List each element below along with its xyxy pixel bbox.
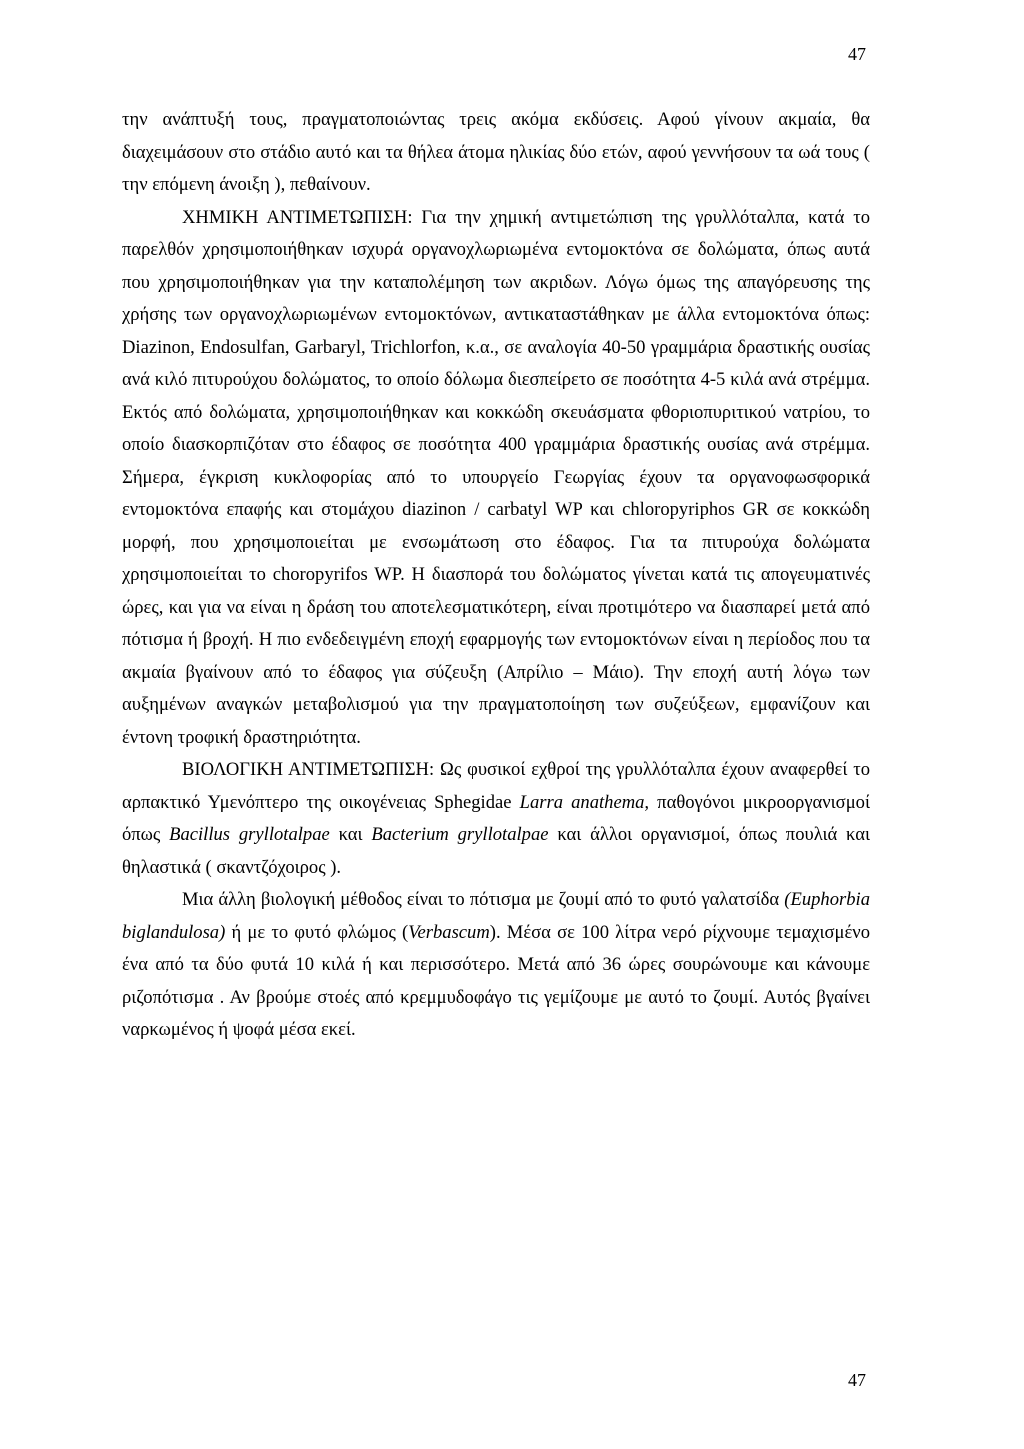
page-number-top: 47 [848, 44, 866, 64]
paragraph-lifecycle: την ανάπτυξή τους, πραγματοποιώντας τρεις ακόμα εκδύσεις. Αφού γίνουν ακμαία, θα διαχειμάσουν στο στάδιο αυτό και τα θήλεα άτομα ηλικίας δύο ετών, αφού γεννήσουν τα ωά τους ( την επόμενη άνοιξη ), πεθαίνουν. [122, 109, 870, 195]
text-segment: παθογόνοι μικροοργανισμοί όπως [122, 791, 870, 845]
species-name: (Euphorbia biglandulosa) [122, 889, 870, 943]
species-name: Bacterium gryllotalpae [371, 824, 549, 845]
text-segment: και [329, 824, 372, 845]
text-segment: ΒΙΟΛΟΓΙΚΗ ΑΝΤΙΜΕΤΩΠΙΣΗ: Ως φυσικοί εχθροί της γρυλλόταλπα έχουν αναφερθεί το αρπακτικό Υμενόπτερο της οικογένειας Sphegidae [122, 759, 870, 813]
text-segment: ). Μέσα σε 100 λίτρα νερό ρίχνουμε τεμαχισμένο ένα από τα δύο φυτά 10 κιλά ή και περισσότερο. Μετά από 36 ώρες σουρώνουμε και κάνουμε ριζοπότισμα . Αν βρούμε στοές από κρεμμυδοφάγο τις γεμίζουμε με αυτό το ζουμί. Αυτός βγαίνει ναρκωμένος ή ψοφά μέσα εκεί. [122, 921, 870, 1040]
paragraph-biological-control [122, 754, 870, 884]
species-name: Larra anathema, [519, 791, 650, 813]
species-name: Bacillus gryllotalpae [169, 824, 330, 845]
paragraph-plant-method [122, 884, 870, 1047]
paragraph-chemical-control: ΧΗΜΙΚΗ ΑΝΤΙΜΕΤΩΠΙΣΗ: Για την χημική αντιμετώπιση της γρυλλόταλπα, κατά το παρελθόν χρησιμοποιήθηκαν ισχυρά οργανοχλωριωμένα εντομοκτόνα σε δολώματα, όπως αυτά που χρησιμοποιήθηκαν για την καταπολέμηση των ακριδων. Λόγω όμως της απαγόρευσης της χρήσης των οργανοχλωριωμένων εντομοκτόνων, αντικαταστάθηκαν με άλλα εντομοκτόνα όπως: Diazinon, Endosulfan, Garbaryl, Trichlorfon, κ.α., σε αναλογία 40-50 γραμμάρια δραστικής ουσίας ανά κιλό πιτυρούχου δολώματος, το οποίο δόλωμα διεσπείρετο σε ποσότητα 4-5 κιλά ανά στρέμμα. Εκτός από δολώματα, χρησιμοποιήθηκαν και κοκκώδη σκευάσματα φθοριοπυριτικού νατρίου, το οποίο διασκορπιζόταν στο έδαφος σε ποσότητα 400 γραμμάρια δραστικής ουσίας ανά στρέμμα. Σήμερα, έγκριση κυκλοφορίας από το υπουργείο Γεωργίας έχουν τα οργανοφωσφορικά εντομοκτόνα επαφής και στομάχου diazinon / carbatyl WP και chloropyriphos GR σε κοκκώδη μορφή, που χρησιμοποιείται με ενσωμάτωση στο έδαφος. Για τα πιτυρούχα δολώματα χρησιμοποιείται το choropyrifos WP. Η διασπορά του δολώματος γίνεται κατά τις απογευματινές ώρες, και για να είναι η δράση του αποτελεσματικότερη, είναι προτιμότερο να διασπαρεί μετά από πότισμα ή βροχή. Η πιο ενδεδειγμένη εποχή εφαρμογής των εντομοκτόνων είναι η περίοδος που τα ακμαία βγαίνουν από το έδαφος για σύζευξη (Απρίλιο – Μάιο). Την εποχή αυτή λόγω των αυξημένων αναγκών μεταβολισμού για την πραγματοποίηση των συζεύξεων, εμφανίζουν και έντονη τροφική δραστηριότητα. [122, 206, 870, 748]
page-number-bottom: 47 [848, 1370, 866, 1390]
document-body [122, 104, 870, 1047]
text-segment: και άλλοι οργανισμοί, όπως πουλιά και θηλαστικά ( σκαντζόχοιρος ). [122, 824, 871, 878]
text-segment: Μια άλλη βιολογική μέθοδος είναι το πότισμα με ζουμί από το φυτό γαλατσίδα [182, 889, 785, 910]
species-name: Verbascum [408, 921, 490, 943]
text-segment: ή με το φυτό φλώμος ( [225, 921, 409, 943]
